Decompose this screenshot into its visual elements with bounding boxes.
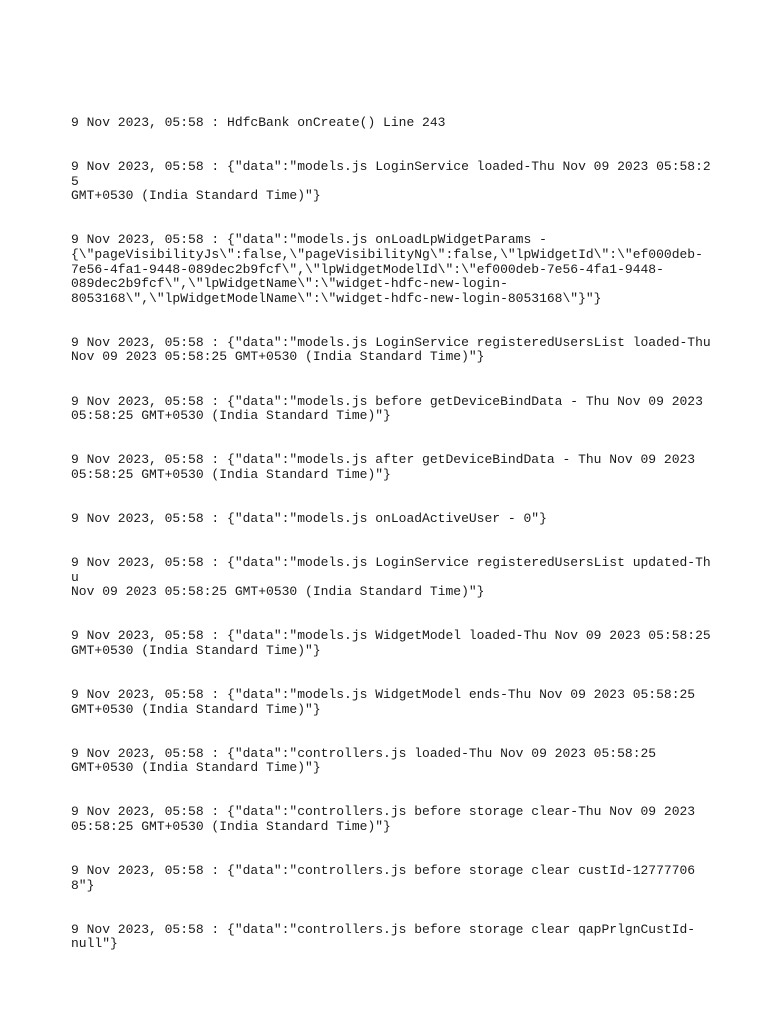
log-entry: 9 Nov 2023, 05:58 : {"data":"models.js after getDeviceBindData - Thu Nov 09 2023 05:58:25 GMT+0530 (India Standard Time)"}: [71, 452, 696, 482]
log-entry: 9 Nov 2023, 05:58 : {"data":"controllers.js before storage clear qapPrlgnCustId- null"}: [71, 921, 696, 952]
log-entry: 9 Nov 2023, 05:58 : {"data":"models.js LoginService loaded-Thu Nov 09 2023 05:58:25 GMT+0530 (India Standard Time)"}: [71, 159, 711, 204]
log-entry: 9 Nov 2023, 05:58 : {"data":"controllers.js loaded-Thu Nov 09 2023 05:58:25 GMT+0530 (India Standard Time)"}: [71, 745, 657, 776]
log-entry: 9 Nov 2023, 05:58 : {"data":"models.js LoginService registeredUsersList loaded-Thu Nov 09 2023 05:58:25 GMT+0530 (India Standard Time)"}: [71, 334, 711, 365]
log-entry: 9 Nov 2023, 05:58 : {"data":"models.js WidgetModel loaded-Thu Nov 09 2023 05:58:25 GMT+0530 (India Standard Time)"}: [71, 628, 711, 658]
log-entry: 9 Nov 2023, 05:58 : {"data":"models.js onLoadActiveUser - 0"}: [71, 510, 547, 526]
log-entry: 9 Nov 2023, 05:58 : {"data":"controllers.js before storage clear-Thu Nov 09 2023 05:58:25 GMT+0530 (India Standard Time)"}: [71, 804, 696, 834]
log-entry: 9 Nov 2023, 05:58 : HdfcBank onCreate() Line 243: [71, 115, 446, 130]
log-entry: 9 Nov 2023, 05:58 : {"data":"models.js before getDeviceBindData - Thu Nov 09 2023 05:58:25 GMT+0530 (India Standard Time)"}: [71, 393, 703, 424]
log-entry: 9 Nov 2023, 05:58 : {"data":"models.js LoginService registeredUsersList updated-Thu Nov 09 2023 05:58:25 GMT+0530 (India Standard Time)"}: [71, 555, 711, 600]
log-entry: 9 Nov 2023, 05:58 : {"data":"models.js onLoadLpWidgetParams - {\"pageVisibilityJs\":false,\"pageVisibilityNg\":false,\"lpWidgetId\":\"ef000deb- 7e56-4fa1-9448-089dec2b9fcf\",\"lpWidgetModelId\":\"ef000deb-7e56-4fa1-9448- 089dec2b9fcf\",\"lpWidgetName\":\"widget-hdfc-new-login- 8053168\",\"lpWidgetModelName\":\"widget-hdfc-new-login-8053168\"}"}: [71, 232, 703, 306]
log-document: [71, 116, 711, 981]
log-entry: 9 Nov 2023, 05:58 : {"data":"models.js WidgetModel ends-Thu Nov 09 2023 05:58:25 GMT+0530 (India Standard Time)"}: [71, 686, 696, 717]
log-entry: 9 Nov 2023, 05:58 : {"data":"controllers.js before storage clear custId-127777068"}: [71, 863, 696, 893]
